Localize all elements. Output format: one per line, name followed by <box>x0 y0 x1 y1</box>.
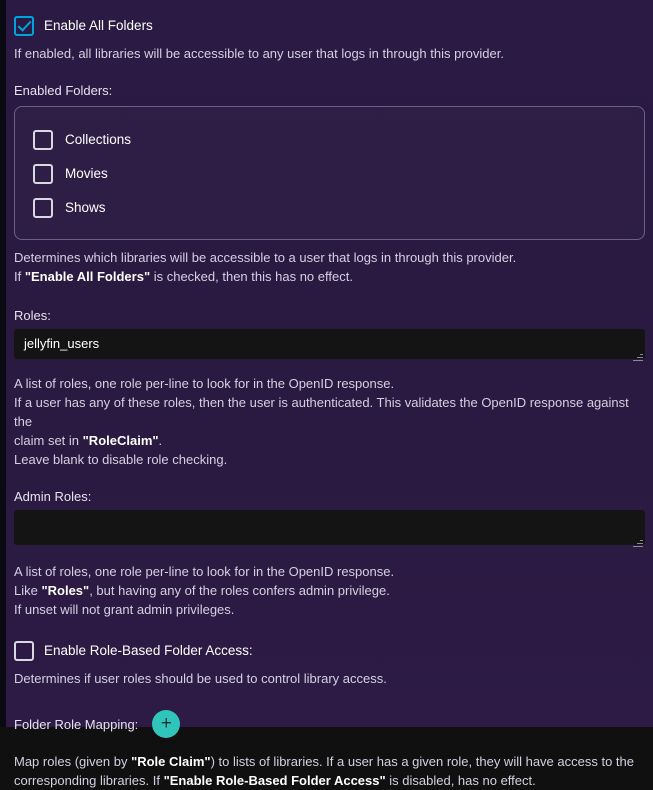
frm-desc1-pre: Map roles (given by <box>14 754 132 769</box>
roles-label: Roles: <box>14 308 51 323</box>
oidc-provider-settings-panel <box>6 0 653 788</box>
folder-checkbox-shows[interactable] <box>33 198 53 218</box>
role-based-folder-access-description: Determines if user roles should be used to control library access. <box>14 671 387 686</box>
enabled-folders-box <box>14 106 645 240</box>
frm-desc2-pre: corresponding libraries. If <box>14 773 164 788</box>
enabled-folders-desc2-bold: "Enable All Folders" <box>24 269 151 284</box>
folder-label-collections: Collections <box>65 132 132 147</box>
enable-all-folders-description: If enabled, all libraries will be accessible to any user that logs in through this provider. <box>14 46 504 61</box>
frm-desc2-bold: "Enable Role-Based Folder Access" <box>163 773 386 788</box>
roles-description-3 <box>14 431 645 450</box>
role-based-folder-access-checkbox[interactable] <box>14 641 34 661</box>
roles-field-wrap <box>14 329 645 364</box>
admin-roles-field-wrap <box>14 510 645 550</box>
enable-all-folders-checkbox[interactable] <box>14 16 34 36</box>
admin-roles-desc2-pre: Like <box>14 583 42 598</box>
enable-all-folders-label: Enable All Folders <box>44 18 153 33</box>
enabled-folders-description-1: Determines which libraries will be accessible to a user that logs in through this provider. <box>14 250 517 265</box>
admin-roles-label: Admin Roles: <box>14 489 92 504</box>
roles-description-4: Leave blank to disable role checking. <box>14 452 228 467</box>
roles-input[interactable] <box>14 329 645 359</box>
admin-roles-input[interactable] <box>14 510 645 545</box>
frm-desc2-post: is disabled, has no effect. <box>385 773 536 788</box>
folder-role-mapping-description-1 <box>14 752 645 771</box>
enabled-folders-desc2-pre: If <box>14 269 25 284</box>
frm-desc1-post: ) to lists of libraries. If a user has a given role, they will have access to the <box>210 754 634 769</box>
folder-item-shows[interactable] <box>33 191 644 225</box>
folder-item-movies[interactable] <box>33 157 644 191</box>
role-based-folder-access-label: Enable Role-Based Folder Access: <box>44 643 253 658</box>
admin-roles-description-3: If unset will not grant admin privileges. <box>14 602 235 617</box>
folder-role-mapping-row <box>14 710 645 738</box>
roles-desc3-pre: claim set in <box>14 433 83 448</box>
folder-item-collections[interactable] <box>33 123 644 157</box>
roles-desc3-post: . <box>158 433 163 448</box>
roles-desc3-bold: "RoleClaim" <box>82 433 159 448</box>
folder-label-shows: Shows <box>65 200 106 215</box>
enabled-folders-desc2-post: is checked, then this has no effect. <box>150 269 353 284</box>
enabled-folders-description-2 <box>14 267 645 286</box>
folder-checkbox-collections[interactable] <box>33 130 53 150</box>
frm-desc1-bold: "Role Claim" <box>131 754 211 769</box>
admin-roles-description-2 <box>14 581 645 600</box>
enabled-folders-label: Enabled Folders: <box>14 83 113 98</box>
roles-description-2: If a user has any of these roles, then the user is authenticated. This validates the OpenID response against the <box>14 395 629 429</box>
add-folder-role-mapping-button[interactable]: + <box>152 710 180 738</box>
role-based-folder-access-row[interactable] <box>14 641 645 661</box>
folder-label-movies: Movies <box>65 166 108 181</box>
admin-roles-description-1: A list of roles, one role per-line to look for in the OpenID response. <box>14 564 395 579</box>
roles-description-1: A list of roles, one role per-line to look for in the OpenID response. <box>14 376 395 391</box>
admin-roles-desc2-bold: "Roles" <box>41 583 90 598</box>
folder-checkbox-movies[interactable] <box>33 164 53 184</box>
admin-roles-desc2-post: , but having any of the roles confers admin privilege. <box>89 583 390 598</box>
folder-role-mapping-label: Folder Role Mapping: <box>14 716 139 732</box>
enable-all-folders-row[interactable] <box>14 16 645 36</box>
folder-role-mapping-description-2 <box>14 771 645 790</box>
